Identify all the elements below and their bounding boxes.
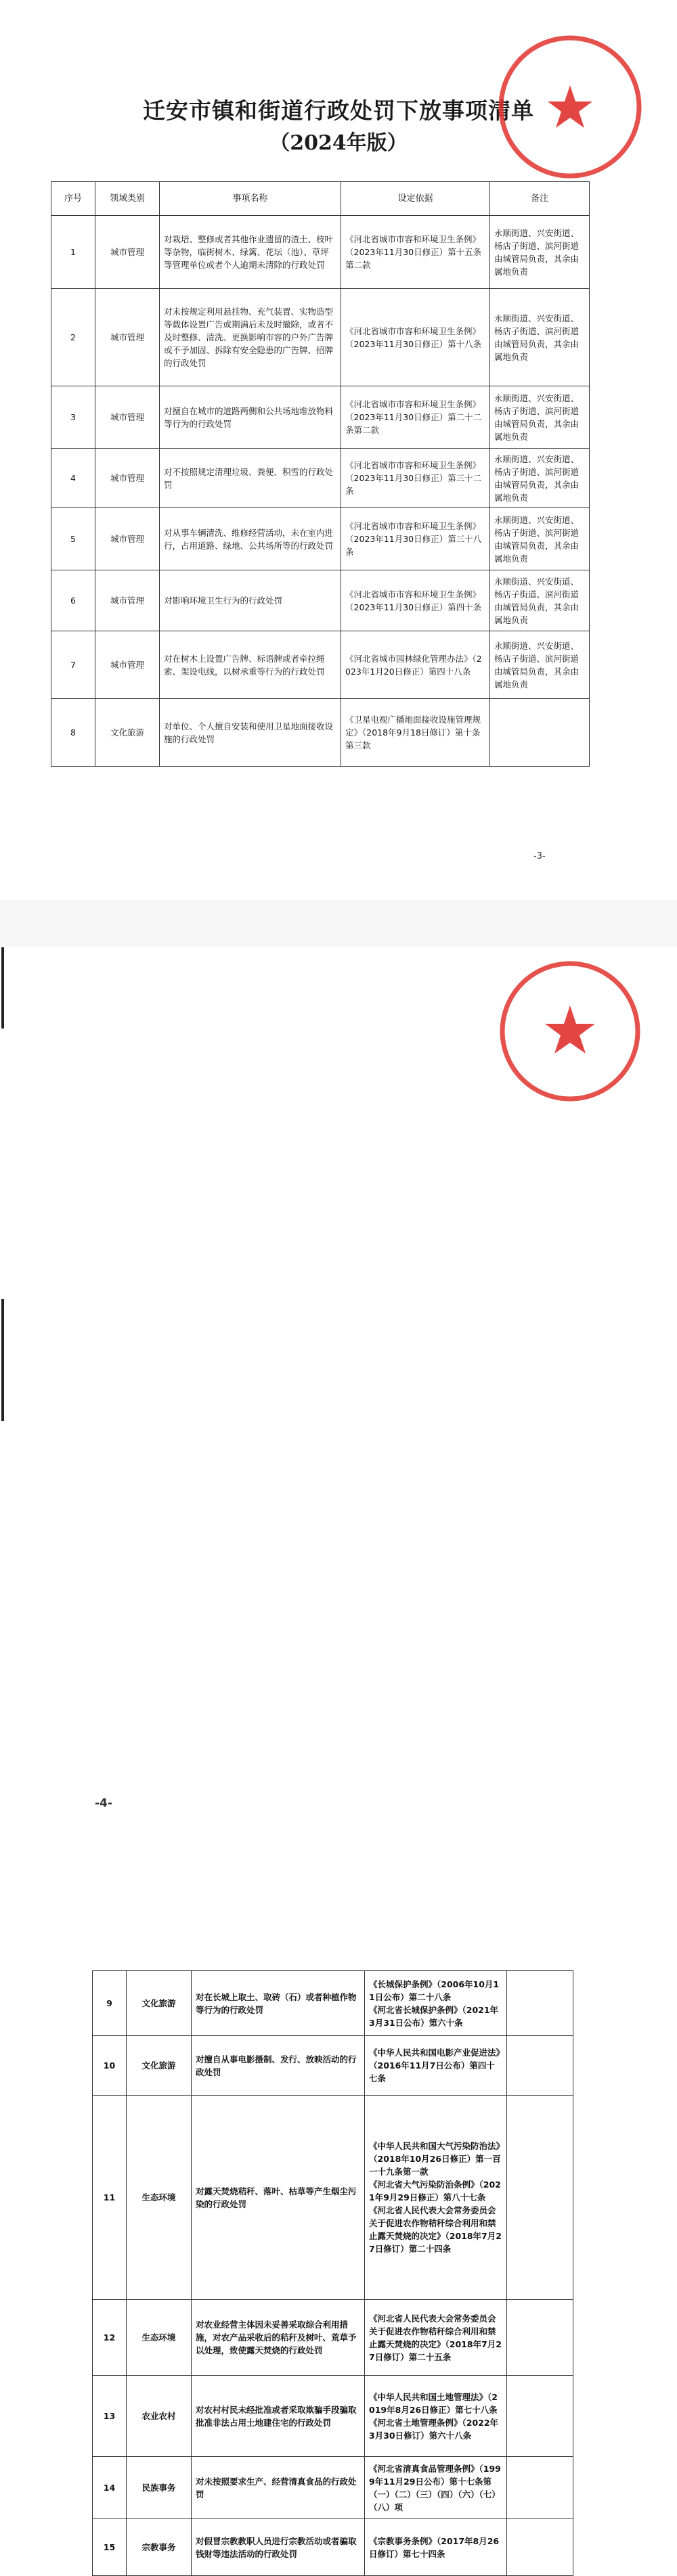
row-category: 文化旅游: [127, 2036, 192, 2096]
row-item-name: 对从事车辆清洗、维修经营活动，未在室内进行，占用道路、绿地、公共场所等的行政处罚: [160, 508, 341, 570]
table-row: [51, 508, 590, 570]
row-legal-basis: 《河北省城市市容和环境卫生条例》（2023年11月30日修正）第四十条: [341, 570, 490, 631]
table-row: [51, 631, 590, 699]
row-category: 城市管理: [95, 508, 160, 570]
header-item-name: 事项名称: [160, 182, 341, 216]
row-no: 5: [51, 508, 95, 570]
penalty-items-table-part1: [51, 181, 590, 767]
page-number: -3-: [533, 851, 546, 861]
row-no: 15: [93, 2519, 127, 2576]
row-category: 生态环境: [127, 2300, 192, 2376]
row-remarks: 永顺街道、兴安街道、杨店子街道、滨河街道由城管局负责，其余由属地负责: [490, 449, 590, 508]
row-category: 民族事务: [127, 2457, 192, 2519]
row-remarks: [507, 2376, 573, 2457]
table-row: [93, 2376, 573, 2457]
page-gap: [0, 900, 677, 947]
row-item-name: 对未按规定利用悬挂物、充气装置、实物造型等载体设置广告或期满后未及时撤除，或者不及时整修、清洗、更换影响市容的户外广告牌或不予加固、拆除有安全隐患的广告牌、招牌的行政处罚: [160, 289, 341, 386]
row-legal-basis: 《卫星电视广播地面接收设施管理规定》（2018年9月18日修订）第十条第三款: [341, 699, 490, 767]
document-subtitle: （2024年版）: [269, 131, 408, 155]
row-no: 10: [93, 2036, 127, 2096]
row-remarks: 永顺街道、兴安街道、杨店子街道、滨河街道由城管局负责，其余由属地负责: [490, 570, 590, 631]
table-row: [51, 449, 590, 508]
official-seal-stamp: [496, 32, 645, 181]
row-category: 农业农村: [127, 2376, 192, 2457]
penalty-items-table-part2: [92, 1970, 573, 2576]
row-remarks: [490, 699, 590, 767]
table-row: [93, 2300, 573, 2376]
table-row: [93, 2096, 573, 2300]
row-no: 3: [51, 386, 95, 449]
row-category: 城市管理: [95, 631, 160, 699]
row-remarks: [507, 2457, 573, 2519]
row-legal-basis: 《河北省城市市容和环境卫生条例》（2023年11月30日修正）第三十二条: [341, 449, 490, 508]
row-no: 4: [51, 449, 95, 508]
row-remarks: 永顺街道、兴安街道、杨店子街道、滨河街道由城管局负责，其余由属地负责: [490, 289, 590, 386]
row-legal-basis: 《中华人民共和国土地管理法》（2019年8月26日修正）第七十八条 《河北省土地管理条例》（2022年3月30日修订）第六十八条: [365, 2376, 507, 2457]
row-item-name: 对未按照要求生产、经营清真食品的行政处罚: [192, 2457, 365, 2519]
scan-edge-mark: [1, 1299, 4, 1421]
row-remarks: [507, 2036, 573, 2096]
row-remarks: 永顺街道、兴安街道、杨店子街道、滨河街道由城管局负责，其余由属地负责: [490, 631, 590, 699]
table-row: [51, 289, 590, 386]
row-legal-basis: 《河北省清真食品管理条例》（1999年11月29日公布）第十七条第（一）（二）（三）（四）（六）（七）（八）项: [365, 2457, 507, 2519]
row-category: 生态环境: [127, 2096, 192, 2300]
row-legal-basis: 《长城保护条例》（2006年10月11日公布）第二十八条 《河北省长城保护条例》（2021年3月31日公布）第六十条: [365, 1971, 507, 2036]
row-item-name: 对擅自从事电影摄制、发行、放映活动的行政处罚: [192, 2036, 365, 2096]
row-remarks: 永顺街道、兴安街道、杨店子街道、滨河街道由城管局负责，其余由属地负责: [490, 386, 590, 449]
header-legal-basis: 设定依据: [341, 182, 490, 216]
row-item-name: 对影响环境卫生行为的行政处罚: [160, 570, 341, 631]
row-item-name: 对农村村民未经批准或者采取欺骗手段骗取批准非法占用土地建住宅的行政处罚: [192, 2376, 365, 2457]
row-no: 12: [93, 2300, 127, 2376]
row-item-name: 对擅自在城市的道路两侧和公共场地堆放物料等行为的行政处罚: [160, 386, 341, 449]
row-no: 13: [93, 2376, 127, 2457]
row-legal-basis: 《河北省城市园林绿化管理办法》（2023年1月20日修正）第四十八条: [341, 631, 490, 699]
row-no: 1: [51, 216, 95, 289]
row-item-name: 对单位、个人擅自安装和使用卫星地面接收设施的行政处罚: [160, 699, 341, 767]
row-legal-basis: 《河北省城市市容和环境卫生条例》（2023年11月30日修正）第三十八条: [341, 508, 490, 570]
table-row: [93, 2036, 573, 2096]
row-category: 文化旅游: [127, 1971, 192, 2036]
header-remarks: 备注: [490, 182, 590, 216]
table-row: [93, 2519, 573, 2576]
row-item-name: 对在树木上设置广告牌、标语牌或者牵拉绳索、架设电线，以树承重等行为的行政处罚: [160, 631, 341, 699]
row-item-name: 对农业经营主体因未妥善采取综合利用措施，对农产品采收后的秸秆及树叶、荒草予以处理，致使露天焚烧的行政处罚: [192, 2300, 365, 2376]
row-no: 8: [51, 699, 95, 767]
table-row: [93, 2457, 573, 2519]
table-row: [51, 699, 590, 767]
row-no: 9: [93, 1971, 127, 2036]
table-row: [93, 1971, 573, 2036]
row-category: 城市管理: [95, 386, 160, 449]
row-remarks: [507, 2096, 573, 2300]
row-legal-basis: 《河北省城市市容和环境卫生条例》（2023年11月30日修正）第二十二条第二款: [341, 386, 490, 449]
official-seal-stamp: [496, 957, 645, 1106]
row-legal-basis: 《宗教事务条例》（2017年8月26日修订）第七十四条: [365, 2519, 507, 2576]
row-category: 城市管理: [95, 289, 160, 386]
row-item-name: 对露天焚烧秸秆、落叶、枯草等产生烟尘污染的行政处罚: [192, 2096, 365, 2300]
row-legal-basis: 《河北省城市市容和环境卫生条例》（2023年11月30日修正）第十五条第二款: [341, 216, 490, 289]
document-page-4: [0, 947, 677, 2559]
table-row: [51, 570, 590, 631]
row-remarks: [507, 1971, 573, 2036]
row-remarks: 永顺街道、兴安街道、杨店子街道、滨河街道由城管局负责，其余由属地负责: [490, 508, 590, 570]
scan-edge-mark: [1, 947, 4, 1029]
header-category: 领域类别: [95, 182, 160, 216]
row-item-name: 对在长城上取土、取砖（石）或者种植作物等行为的行政处罚: [192, 1971, 365, 2036]
table-row: [51, 216, 590, 289]
document-page-3: [0, 0, 677, 900]
row-legal-basis: 《中华人民共和国电影产业促进法》（2016年11月7日公布）第四十七条: [365, 2036, 507, 2096]
page-number: -4-: [95, 1797, 112, 1810]
row-remarks: [507, 2300, 573, 2376]
row-no: 7: [51, 631, 95, 699]
row-remarks: [507, 2519, 573, 2576]
document-title: 迁安市镇和街道行政处罚下放事项清单: [143, 97, 534, 124]
row-legal-basis: 《河北省人民代表大会常务委员会关于促进农作物秸秆综合利用和禁止露天焚烧的决定》（2018年7月27日修订）第二十五条: [365, 2300, 507, 2376]
row-remarks: 永顺街道、兴安街道、杨店子街道、滨河街道由城管局负责，其余由属地负责: [490, 216, 590, 289]
header-no: 序号: [51, 182, 95, 216]
row-category: 城市管理: [95, 570, 160, 631]
row-category: 文化旅游: [95, 699, 160, 767]
row-no: 11: [93, 2096, 127, 2300]
row-legal-basis: 《中华人民共和国大气污染防治法》（2018年10月26日修正）第一百一十九条第一款 《河北省大气污染防治条例》（2021年9月29日修正）第八十七条 《河北省人民代表大会常务委员会关于促进农作物秸秆综合利用和禁止露天焚烧的决定》（2018年7月27日修订）第二十四条: [365, 2096, 507, 2300]
row-category: 城市管理: [95, 449, 160, 508]
row-category: 城市管理: [95, 216, 160, 289]
row-category: 宗教事务: [127, 2519, 192, 2576]
row-item-name: 对栽培、整修或者其他作业遗留的渣土、枝叶等杂物，临街树木、绿篱、花坛（池）、草坪等管理单位或者个人逾期未清除的行政处罚: [160, 216, 341, 289]
row-no: 6: [51, 570, 95, 631]
row-item-name: 对假冒宗教教职人员进行宗教活动或者骗取钱财等违法活动的行政处罚: [192, 2519, 365, 2576]
row-item-name: 对不按照规定清理垃圾、粪便、积雪的行政处罚: [160, 449, 341, 508]
row-no: 2: [51, 289, 95, 386]
row-legal-basis: 《河北省城市市容和环境卫生条例》（2023年11月30日修正）第十八条: [341, 289, 490, 386]
table-row: [51, 386, 590, 449]
row-no: 14: [93, 2457, 127, 2519]
table-header-row: [51, 182, 590, 216]
